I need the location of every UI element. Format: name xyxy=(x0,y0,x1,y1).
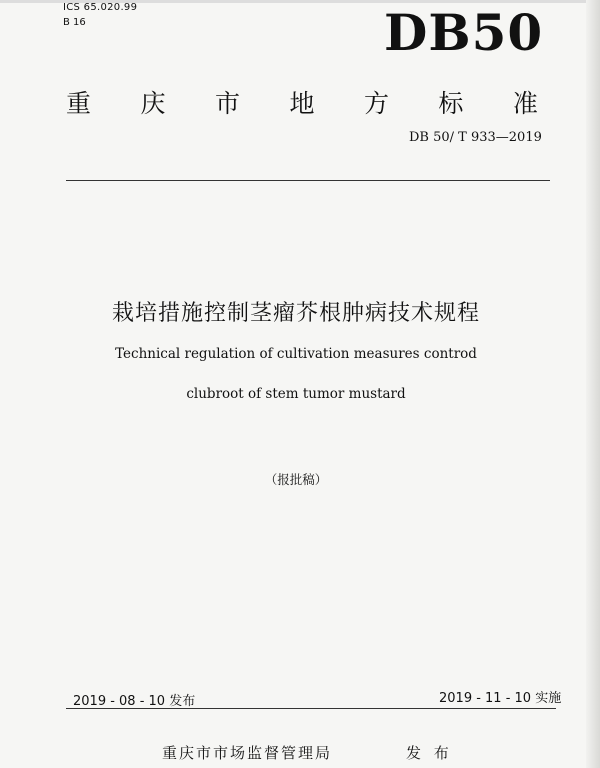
ccs-code: B 16 xyxy=(63,17,86,28)
standard-number: DB 50/ T 933—2019 xyxy=(409,130,542,145)
standard-type-char: 方 xyxy=(363,89,389,118)
scan-edge-right xyxy=(586,0,600,768)
standard-type-char: 庆 xyxy=(140,89,166,118)
implementation-date: 2019 - 11 - 10 实施 xyxy=(439,691,562,706)
standard-type-char: 地 xyxy=(289,89,315,118)
header-rule xyxy=(66,180,550,181)
document-title-zh: 栽培措施控制茎瘤芥根肿病技术规程 xyxy=(111,301,480,326)
footer-rule xyxy=(66,708,556,709)
standard-type-char: 市 xyxy=(214,89,240,118)
draft-status: （报批稿） xyxy=(264,472,328,487)
db50-logo: DB50 xyxy=(384,3,544,62)
ics-code: ICS 65.020.99 xyxy=(63,2,138,13)
issue-date: 2019 - 08 - 10 发布 xyxy=(73,694,196,709)
document-title-en-line1: Technical regulation of cultivation measures controd xyxy=(115,346,477,362)
document-title-en-line2: clubroot of stem tumor mustard xyxy=(186,386,406,402)
standard-type-title xyxy=(66,84,538,120)
publish-label: 发 布 xyxy=(406,744,453,762)
publisher-name: 重庆市市场监督管理局 xyxy=(162,744,333,762)
standard-type-char: 重 xyxy=(66,89,92,118)
standard-type-char: 准 xyxy=(512,89,538,118)
standard-type-char: 标 xyxy=(438,89,464,118)
